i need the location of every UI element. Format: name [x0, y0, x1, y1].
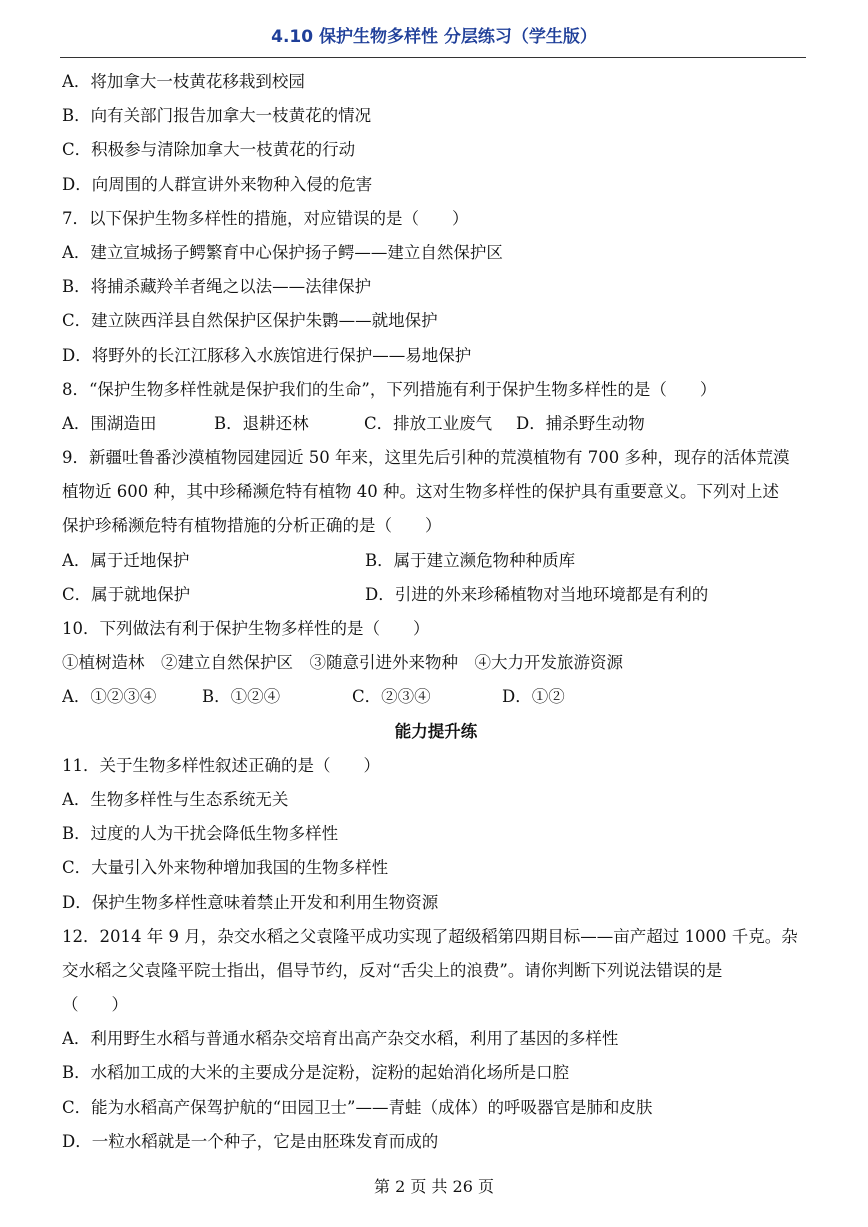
q12-option-c: C．能为水稻高产保驾护航的“田园卫士”——青蛙（成体）的呼吸器官是肺和皮肤 [62, 1097, 653, 1117]
q6-option-b: B．向有关部门报告加拿大一枝黄花的情况 [62, 106, 372, 126]
q9-stem-line-1: 9．新疆吐鲁番沙漠植物园建园近 50 年来，这里先后引种的荒漠植物有 700 多种，现存的活体荒漠 [62, 448, 790, 468]
q7-option-d: D．将野外的长江江豚移入水族馆进行保护——易地保护 [62, 345, 472, 365]
q12-option-d: D．一粒水稻就是一个种子，它是由胚珠发育而成的 [62, 1131, 439, 1151]
q7-option-c: C．建立陕西洋县自然保护区保护朱鹮——就地保护 [62, 311, 438, 331]
q11-option-b: B．过度的人为干扰会降低生物多样性 [62, 824, 339, 844]
q10-stem: 10．下列做法有利于保护生物多样性的是（ ） [62, 619, 430, 638]
q10-options-row [62, 680, 810, 714]
q10-option-c: C．②③④ [352, 687, 431, 707]
q10-option-d: D．①② [502, 687, 565, 707]
q9-option-b: B．属于建立濒危物种种质库 [365, 550, 576, 570]
q12-option-a: A．利用野生水稻与普通水稻杂交培育出高产杂交水稻，利用了基因的多样性 [62, 1029, 619, 1049]
q12-stem-line-2: 交水稻之父袁隆平院士指出，倡导节约，反对“舌尖上的浪费”。请你判断下列说法错误的是 [62, 960, 723, 980]
section-title: 能力提升练 [394, 721, 478, 741]
q11-option-d: D．保护生物多样性意味着禁止开发和利用生物资源 [62, 892, 439, 912]
q10-items: ①植树造林 ②建立自然保护区 ③随意引进外来物种 ④大力开发旅游资源 [62, 653, 623, 673]
q8-option-b: B．退耕还林 [214, 413, 309, 433]
question-body [62, 65, 810, 1159]
q9-stem-line-2: 植物近 600 种，其中珍稀濒危特有植物 40 种。这对生物多样性的保护具有重要意义。下列对上述 [62, 482, 779, 502]
page-number: 第 2 页 共 26 页 [374, 1177, 494, 1196]
q11-option-c: C．大量引入外来物种增加我国的生物多样性 [62, 858, 389, 878]
q9-option-d: D．引进的外来珍稀植物对当地环境都是有利的 [365, 584, 709, 604]
q12-stem-line-1: 12．2014 年 9 月，杂交水稻之父袁隆平成功实现了超级稻第四期目标——亩产超过 1000 千克。杂 [62, 926, 798, 946]
q9-option-a: A．属于迁地保护 [62, 550, 190, 570]
q7-option-b: B．将捕杀藏羚羊者绳之以法——法律保护 [62, 277, 372, 297]
q6-option-c: C．积极参与清除加拿大一枝黄花的行动 [62, 140, 356, 160]
q8-option-d: D．捕杀野生动物 [516, 413, 645, 433]
q12-stem-line-3: （ ） [62, 995, 128, 1015]
q9-stem-line-3: 保护珍稀濒危特有植物措施的分析正确的是（ ） [62, 516, 442, 536]
q9-option-c: C．属于就地保护 [62, 584, 191, 604]
q10-option-a: A．①②③④ [62, 687, 157, 707]
header-divider [60, 57, 806, 58]
page-header-title: 4.10 保护生物多样性 分层练习（学生版） [271, 27, 597, 47]
q7-option-a: A．建立宣城扬子鳄繁育中心保护扬子鳄——建立自然保护区 [62, 242, 503, 262]
q9-options-row-1 [62, 544, 810, 578]
q6-option-d: D．向周围的人群宣讲外来物种入侵的危害 [62, 174, 373, 194]
q11-option-a: A．生物多样性与生态系统无关 [62, 789, 289, 809]
q8-option-a: A．围湖造田 [62, 413, 157, 433]
q10-option-b: B．①②④ [202, 687, 281, 707]
q9-options-row-2 [62, 578, 810, 612]
q8-stem: 8．“保护生物多样性就是保护我们的生命”，下列措施有利于保护生物多样性的是（ ） [62, 379, 717, 399]
q8-options-row [62, 407, 810, 441]
q8-option-c: C．排放工业废气 [364, 413, 493, 433]
q11-stem: 11．关于生物多样性叙述正确的是（ ） [62, 755, 380, 775]
q7-stem: 7．以下保护生物多样性的措施，对应错误的是（ ） [62, 208, 469, 228]
q12-option-b: B．水稻加工成的大米的主要成分是淀粉，淀粉的起始消化场所是口腔 [62, 1063, 570, 1083]
q6-option-a: A．将加拿大一枝黄花移栽到校园 [62, 72, 305, 91]
